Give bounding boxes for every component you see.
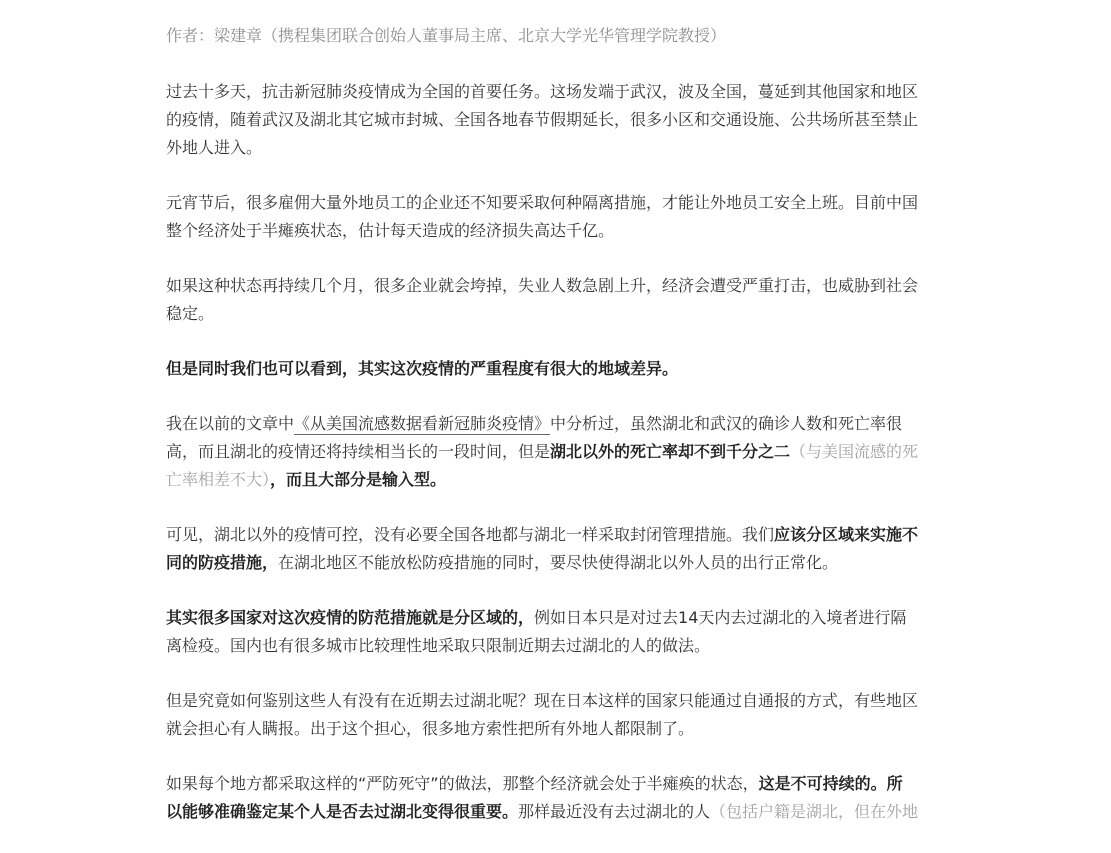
paragraph-line: 的疫情，随着武汉及湖北其它城市封城、全国各地春节假期延长，很多小区和交通设施、公共场所甚至禁止	[166, 110, 919, 129]
text-segment: 那样最近没有去过湖北的人	[518, 802, 711, 821]
paragraph-line: 整个经济处于半瘫痪状态，估计每天造成的经济损失高达千亿。	[166, 221, 615, 240]
paragraph-line: 外地人进入。	[166, 138, 263, 157]
paragraph-line	[166, 521, 952, 549]
text-segment: 高，而且湖北的疫情还将持续相当长的一段时间，但是	[166, 442, 551, 461]
paragraph-line	[166, 770, 952, 798]
bold-segment: 其实很多国家对这次疫情的防范措施就是分区域的，	[166, 608, 535, 627]
bold-segment: 应该分区域来实施不	[774, 525, 919, 544]
gray-note: （与美国流感的死	[790, 442, 919, 461]
paragraph-5	[166, 410, 952, 494]
bold-segment: 湖北以外的死亡率却不到千分之二	[550, 442, 791, 461]
text-segment: 在湖北地区不能放松防疫措施的同时，要尽快使得湖北以外人员的出行正常化。	[278, 553, 839, 572]
text-segment: 我在以前的文章中	[166, 414, 295, 433]
paragraph-3	[166, 272, 952, 328]
paragraph-4	[166, 355, 952, 383]
bold-segment: 这是不可持续的。所	[758, 774, 903, 793]
gray-note: （包括户籍是湖北，但在外地	[710, 802, 919, 821]
paragraph-line	[166, 604, 952, 632]
paragraph-line: 过去十多天，抗击新冠肺炎疫情成为全国的首要任务。这场发端于武汉，波及全国，蔓延到其他国家和地区	[166, 82, 919, 101]
paragraph-1	[166, 78, 952, 162]
article-link[interactable]: 《从美国流感数据看新冠肺炎疫情》	[294, 414, 551, 433]
paragraph-9	[166, 770, 952, 826]
text-segment: 如果每个地方都采取这样的“严防死守”的做法，那整个经济就会处于半瘫痪的状态，	[166, 774, 759, 793]
text-segment: 例如日本只是对过去14天内去过湖北的入境者进行隔	[534, 608, 907, 627]
paragraph-line: 离检疫。国内也有很多城市比较理性地采取只限制近期去过湖北的人的做法。	[166, 636, 711, 655]
text-segment: 中分析过，虽然湖北和武汉的确诊人数和死亡率很	[550, 414, 903, 433]
bold-segment: 以能够准确鉴定某个人是否去过湖北变得很重要。	[166, 802, 519, 821]
bold-segment: ，而且大部分是输入型。	[270, 470, 447, 489]
paragraph-line	[166, 549, 952, 577]
paragraph-line: 就会担心有人瞒报。出于这个担心，很多地方索性把所有外地人都限制了。	[166, 719, 695, 738]
paragraph-7	[166, 604, 952, 660]
paragraph-line: 稳定。	[166, 304, 215, 323]
paragraph-line	[166, 410, 952, 438]
text-segment: 可见，湖北以外的疫情可控，没有必要全国各地都与湖北一样采取封闭管理措施。我们	[166, 525, 775, 544]
highlight-statement: 但是同时我们也可以看到，其实这次疫情的严重程度有很大的地域差异。	[166, 359, 679, 378]
paragraph-line	[166, 466, 952, 494]
paragraph-line: 但是究竟如何鉴别这些人有没有在近期去过湖北呢？现在日本这样的国家只能通过自通报的方式，有些地区	[166, 691, 919, 710]
paragraph-6	[166, 521, 952, 577]
paragraph-2	[166, 189, 952, 245]
author-byline: 作者：梁建章（携程集团联合创始人董事局主席、北京大学光华管理学院教授）	[166, 26, 727, 45]
paragraph-8	[166, 687, 952, 743]
gray-note: 亡率相差不大）	[166, 470, 271, 489]
article	[166, 22, 952, 853]
bold-segment: 同的防疫措施，	[166, 553, 279, 572]
paragraph-line	[166, 438, 952, 466]
paragraph-line	[166, 798, 952, 826]
paragraph-line: 如果这种状态再持续几个月，很多企业就会垮掉，失业人数急剧上升，经济会遭受严重打击，也威胁到社会	[166, 276, 919, 295]
paragraph-line: 元宵节后，很多雇佣大量外地员工的企业还不知要采取何种隔离措施，才能让外地员工安全上班。目前中国	[166, 193, 919, 212]
